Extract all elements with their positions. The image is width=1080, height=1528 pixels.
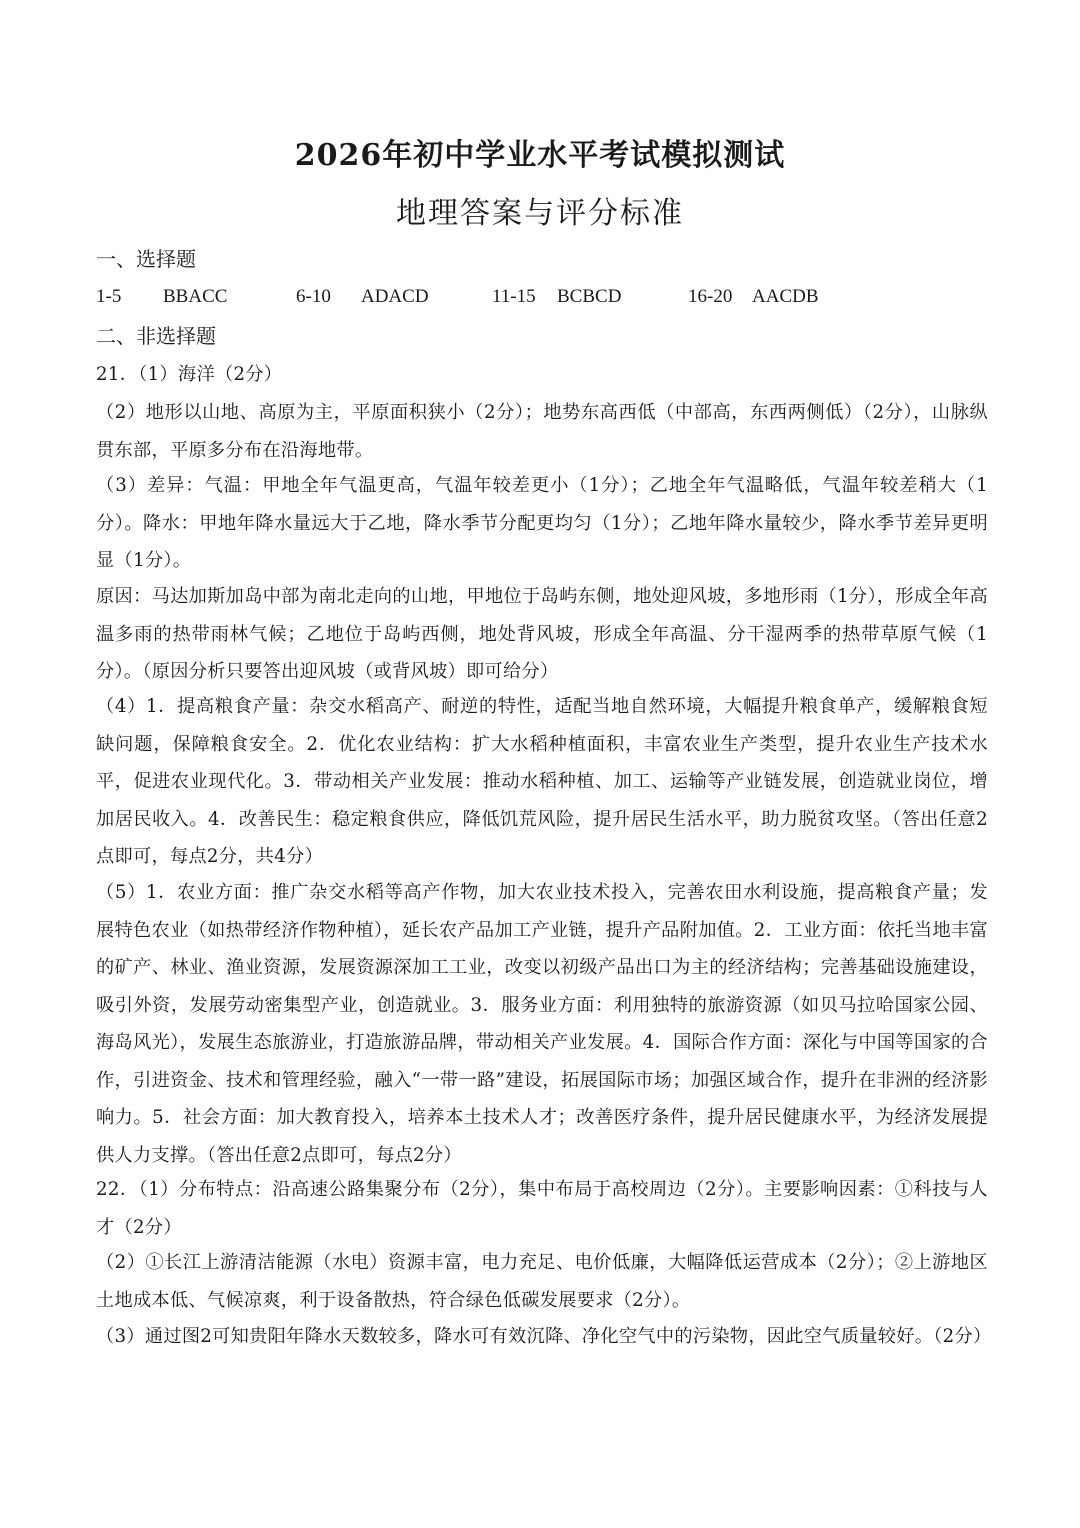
answer-letters: BBACC: [163, 286, 228, 307]
page-title: 2026年初中学业水平考试模拟测试: [294, 138, 786, 173]
answer-paragraph: （5）1．农业方面：推广杂交水稻等高产作物，加大农业技术投入，完善农田水利设施，提高粮食产量；发展特色农业（如热带经济作物种植），延长农产品加工产业链，提升产品附加值。2．工业方面：依托当地丰富的矿产、林业、渔业资源，发展资源深加工工业，改变以初级产品出口为主的经济结构；完善基础设施建设，吸引外资，发展劳动密集型产业，创造就业。3．服务业方面：利用独特的旅游资源（如贝马拉哈国家公园、海岛风光），发展生态旅游业，打造旅游品牌，带动相关产业发展。4．国际合作方面：深化与中国等国家的合作，引进资金、技术和管理经验，融入“一带一路”建设，拓展国际市场；加强区域合作，提升在非洲的经济影响力。5．社会方面：加大教育投入，培养本土技术人才；改善医疗条件，提升居民健康水平，为经济发展提供人力支撑。（答出任意2点即可，每点2分）: [96, 882, 988, 1166]
answer-paragraph: （2）①长江上游清洁能源（水电）资源丰富，电力充足、电价低廉，大幅降低运营成本（2分）；②上游地区土地成本低、气候凉爽，利于设备散热，符合绿色低碳发展要求（2分）。: [96, 1252, 988, 1311]
answer-paragraph: （2）地形以山地、高原为主，平原面积狭小（2分）；地势东高西低（中部高，东西两侧低）（2分），山脉纵贯东部，平原多分布在沿海地带。: [96, 402, 988, 461]
section-heading-choice: 一、选择题: [96, 247, 196, 271]
section-heading-nonchoice: 二、非选择题: [96, 324, 216, 348]
answer-range: 1-5: [96, 286, 122, 307]
answer-letters: ADACD: [361, 286, 429, 307]
answer-paragraph: （3）差异：气温：甲地全年气温更高，气温年较差更小（1分）；乙地全年气温略低，气温年较差稍大（1分）。降水：甲地年降水量远大于乙地，降水季节分配更均匀（1分）；乙地年降水量较少，降水季节差异更明显（1分）。: [96, 475, 988, 571]
answer-range: 6-10: [296, 286, 331, 307]
answer-paragraph: 21．（1）海洋（2分）: [96, 364, 283, 385]
answer-range: 11-15: [492, 286, 536, 307]
page-subtitle: 地理答案与评分标准: [396, 196, 684, 231]
choice-answers-row: [96, 286, 996, 310]
answer-paragraph: 22．（1）分布特点：沿高速公路集聚分布（2分），集中布局于高校周边（2分）。主要影响因素：①科技与人才（2分）: [96, 1179, 988, 1238]
answer-range: 16-20: [688, 286, 733, 307]
answer-letters: BCBCD: [557, 286, 622, 307]
answer-paragraph: （3）通过图2可知贵阳年降水天数较多，降水可有效沉降、净化空气中的污染物，因此空气质量较好。（2分）: [96, 1326, 992, 1347]
answer-paragraph: 原因：马达加斯加岛中部为南北走向的山地，甲地位于岛屿东侧，地处迎风坡，多地形雨（1分），形成全年高温多雨的热带雨林气候；乙地位于岛屿西侧，地处背风坡，形成全年高温、分干湿两季的热带草原气候（1分）。（原因分析只要答出迎风坡（或背风坡）即可给分）: [96, 586, 988, 682]
answer-letters: AACDB: [752, 286, 819, 307]
answer-paragraph: （4）1．提高粮食产量：杂交水稻高产、耐逆的特性，适配当地自然环境，大幅提升粮食单产，缓解粮食短缺问题，保障粮食安全。2．优化农业结构：扩大水稻种植面积，丰富农业生产类型，提升农业生产技术水平，促进农业现代化。3．带动相关产业发展：推动水稻种植、加工、运输等产业链发展，创造就业岗位，增加居民收入。4．改善民生：稳定粮食供应，降低饥荒风险，提升居民生活水平，助力脱贫攻坚。（答出任意2点即可，每点2分，共4分）: [96, 696, 988, 867]
